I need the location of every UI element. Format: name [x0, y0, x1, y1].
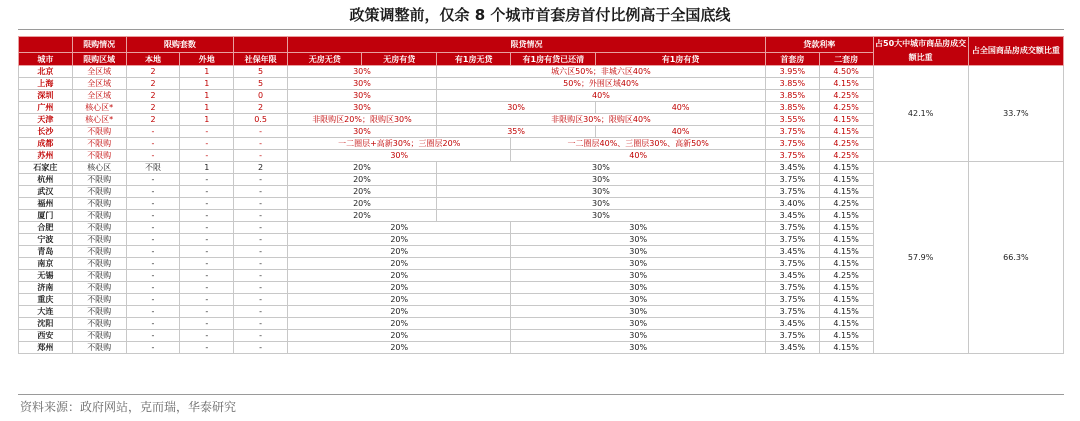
- downpay-first-cell: 20%: [287, 270, 510, 282]
- local-cell: -: [126, 126, 180, 138]
- downpay-second-cell: 30%: [511, 234, 766, 246]
- first-rate-cell: 3.75%: [765, 234, 819, 246]
- limit-area-cell: 全区域: [72, 90, 126, 102]
- limit-area-cell: 不限购: [72, 150, 126, 162]
- downpay-second-cell: 30%: [436, 186, 765, 198]
- header-loan-limit: 限贷情况: [287, 37, 765, 53]
- nonlocal-cell: -: [180, 126, 234, 138]
- group2-share-50: 57.9%: [873, 162, 968, 354]
- nonlocal-cell: -: [180, 282, 234, 294]
- downpay-first-cell: 30%: [287, 150, 510, 162]
- social-security-cell: -: [234, 150, 288, 162]
- first-rate-cell: 3.75%: [765, 330, 819, 342]
- table-row: [19, 66, 1064, 78]
- limit-area-cell: 不限购: [72, 306, 126, 318]
- limit-area-cell: 核心区*: [72, 102, 126, 114]
- city-cell: 天津: [19, 114, 73, 126]
- local-cell: -: [126, 318, 180, 330]
- social-security-cell: -: [234, 342, 288, 354]
- second-rate-cell: 4.25%: [819, 270, 873, 282]
- second-rate-cell: 4.15%: [819, 210, 873, 222]
- local-cell: 2: [126, 66, 180, 78]
- limit-area-cell: 不限购: [72, 246, 126, 258]
- first-rate-cell: 3.85%: [765, 90, 819, 102]
- second-rate-cell: 4.15%: [819, 294, 873, 306]
- downpay-second-a-cell: 35%: [436, 126, 595, 138]
- downpay-first-cell: 20%: [287, 222, 510, 234]
- limit-area-cell: 不限购: [72, 282, 126, 294]
- social-security-cell: -: [234, 174, 288, 186]
- downpay-second-cell: 30%: [511, 270, 766, 282]
- second-rate-cell: 4.25%: [819, 102, 873, 114]
- downpay-second-a-cell: 30%: [436, 102, 595, 114]
- header-one-house-loan: 有1房有贷: [596, 53, 766, 66]
- local-cell: -: [126, 210, 180, 222]
- city-cell: 郑州: [19, 342, 73, 354]
- table-row: [19, 162, 1064, 174]
- social-security-cell: -: [234, 282, 288, 294]
- downpay-first-cell: 非限购区20%；限购区30%: [287, 114, 436, 126]
- nonlocal-cell: -: [180, 318, 234, 330]
- second-rate-cell: 4.15%: [819, 306, 873, 318]
- nonlocal-cell: -: [180, 330, 234, 342]
- local-cell: -: [126, 174, 180, 186]
- city-cell: 福州: [19, 198, 73, 210]
- title-divider: [18, 29, 1064, 30]
- downpay-second-b-cell: 40%: [596, 126, 766, 138]
- downpay-first-cell: 20%: [287, 258, 510, 270]
- downpay-first-cell: 20%: [287, 198, 436, 210]
- social-security-cell: -: [234, 126, 288, 138]
- downpay-second-cell: 一二圈层40%、三圈层30%、高新50%: [511, 138, 766, 150]
- limit-area-cell: 不限购: [72, 330, 126, 342]
- downpay-second-cell: 30%: [436, 174, 765, 186]
- nonlocal-cell: -: [180, 246, 234, 258]
- city-cell: 武汉: [19, 186, 73, 198]
- downpay-second-cell: 50%；外围区域40%: [436, 78, 765, 90]
- downpay-first-cell: 30%: [287, 126, 436, 138]
- city-cell: 上海: [19, 78, 73, 90]
- social-security-cell: 0.5: [234, 114, 288, 126]
- nonlocal-cell: -: [180, 198, 234, 210]
- local-cell: 不限: [126, 162, 180, 174]
- limit-area-cell: 核心区*: [72, 114, 126, 126]
- header-share-50: 占50大中城市商品房成交额比重: [873, 37, 968, 66]
- header-first-home-rate: 首套房: [765, 53, 819, 66]
- downpay-first-cell: 20%: [287, 282, 510, 294]
- city-cell: 青岛: [19, 246, 73, 258]
- first-rate-cell: 3.75%: [765, 126, 819, 138]
- city-cell: 杭州: [19, 174, 73, 186]
- nonlocal-cell: -: [180, 222, 234, 234]
- limit-area-cell: 不限购: [72, 210, 126, 222]
- city-cell: 广州: [19, 102, 73, 114]
- social-security-cell: -: [234, 318, 288, 330]
- downpay-first-cell: 20%: [287, 174, 436, 186]
- city-cell: 大连: [19, 306, 73, 318]
- city-cell: 南京: [19, 258, 73, 270]
- downpay-first-cell: 20%: [287, 294, 510, 306]
- group2-share-national: 66.3%: [968, 162, 1063, 354]
- second-rate-cell: 4.15%: [819, 330, 873, 342]
- local-cell: -: [126, 330, 180, 342]
- limit-area-cell: 不限购: [72, 234, 126, 246]
- first-rate-cell: 3.85%: [765, 78, 819, 90]
- downpay-second-cell: 30%: [511, 330, 766, 342]
- downpay-second-cell: 30%: [436, 210, 765, 222]
- local-cell: -: [126, 282, 180, 294]
- first-rate-cell: 3.75%: [765, 150, 819, 162]
- group1-share-50: 42.1%: [873, 66, 968, 162]
- header-one-house-loan-paid: 有1房有贷已还清: [511, 53, 596, 66]
- header-no-house-loan: 无房有贷: [362, 53, 436, 66]
- local-cell: -: [126, 186, 180, 198]
- first-rate-cell: 3.75%: [765, 174, 819, 186]
- first-rate-cell: 3.45%: [765, 246, 819, 258]
- local-cell: -: [126, 294, 180, 306]
- city-cell: 厦门: [19, 210, 73, 222]
- city-cell: 苏州: [19, 150, 73, 162]
- downpay-second-b-cell: 40%: [596, 102, 766, 114]
- local-cell: -: [126, 234, 180, 246]
- social-security-cell: 2: [234, 162, 288, 174]
- city-cell: 北京: [19, 66, 73, 78]
- downpay-first-cell: 20%: [287, 246, 510, 258]
- first-rate-cell: 3.45%: [765, 162, 819, 174]
- downpay-first-cell: 20%: [287, 318, 510, 330]
- header-second-home-rate: 二套房: [819, 53, 873, 66]
- header-loan-rate: 贷款利率: [765, 37, 873, 53]
- downpay-first-cell: 30%: [287, 90, 436, 102]
- downpay-second-cell: 30%: [511, 282, 766, 294]
- downpay-first-cell: 30%: [287, 66, 436, 78]
- nonlocal-cell: -: [180, 210, 234, 222]
- local-cell: -: [126, 306, 180, 318]
- downpay-second-cell: 30%: [511, 258, 766, 270]
- social-security-cell: -: [234, 270, 288, 282]
- downpay-first-cell: 20%: [287, 162, 436, 174]
- nonlocal-cell: 1: [180, 102, 234, 114]
- nonlocal-cell: -: [180, 150, 234, 162]
- first-rate-cell: 3.75%: [765, 258, 819, 270]
- limit-area-cell: 不限购: [72, 198, 126, 210]
- nonlocal-cell: 1: [180, 90, 234, 102]
- limit-area-cell: 不限购: [72, 318, 126, 330]
- header-local: 本地: [126, 53, 180, 66]
- downpay-second-cell: 30%: [511, 222, 766, 234]
- first-rate-cell: 3.45%: [765, 342, 819, 354]
- social-security-cell: -: [234, 306, 288, 318]
- downpay-first-cell: 30%: [287, 78, 436, 90]
- limit-area-cell: 核心区: [72, 162, 126, 174]
- city-cell: 宁波: [19, 234, 73, 246]
- social-security-cell: 5: [234, 78, 288, 90]
- limit-area-cell: 不限购: [72, 294, 126, 306]
- nonlocal-cell: 1: [180, 114, 234, 126]
- social-security-cell: -: [234, 138, 288, 150]
- social-security-cell: -: [234, 186, 288, 198]
- limit-area-cell: 不限购: [72, 126, 126, 138]
- city-cell: 石家庄: [19, 162, 73, 174]
- downpay-first-cell: 20%: [287, 210, 436, 222]
- first-rate-cell: 3.75%: [765, 138, 819, 150]
- limit-area-cell: 不限购: [72, 186, 126, 198]
- downpay-second-cell: 40%: [436, 90, 765, 102]
- nonlocal-cell: -: [180, 342, 234, 354]
- local-cell: -: [126, 246, 180, 258]
- downpay-second-cell: 城六区50%；非城六区40%: [436, 66, 765, 78]
- city-cell: 深圳: [19, 90, 73, 102]
- first-rate-cell: 3.75%: [765, 306, 819, 318]
- city-cell: 济南: [19, 282, 73, 294]
- first-rate-cell: 3.95%: [765, 66, 819, 78]
- policy-table: [18, 36, 1064, 354]
- local-cell: -: [126, 138, 180, 150]
- limit-area-cell: 不限购: [72, 258, 126, 270]
- downpay-first-cell: 20%: [287, 306, 510, 318]
- downpay-first-cell: 一二圈层+高新30%；三圈层20%: [287, 138, 510, 150]
- local-cell: -: [126, 342, 180, 354]
- downpay-first-cell: 20%: [287, 330, 510, 342]
- downpay-first-cell: 20%: [287, 186, 436, 198]
- second-rate-cell: 4.15%: [819, 78, 873, 90]
- social-security-cell: -: [234, 246, 288, 258]
- social-security-cell: 5: [234, 66, 288, 78]
- downpay-second-cell: 30%: [511, 306, 766, 318]
- social-security-cell: 2: [234, 102, 288, 114]
- social-security-cell: -: [234, 234, 288, 246]
- nonlocal-cell: -: [180, 174, 234, 186]
- second-rate-cell: 4.25%: [819, 90, 873, 102]
- city-cell: 沈阳: [19, 318, 73, 330]
- header-no-house-no-loan: 无房无贷: [287, 53, 361, 66]
- downpay-second-cell: 30%: [436, 162, 765, 174]
- social-security-cell: -: [234, 294, 288, 306]
- city-cell: 长沙: [19, 126, 73, 138]
- local-cell: -: [126, 150, 180, 162]
- limit-area-cell: 全区域: [72, 78, 126, 90]
- nonlocal-cell: 1: [180, 66, 234, 78]
- nonlocal-cell: -: [180, 186, 234, 198]
- limit-area-cell: 不限购: [72, 270, 126, 282]
- header-city: 城市: [19, 53, 73, 66]
- second-rate-cell: 4.15%: [819, 114, 873, 126]
- header-row-top: [19, 37, 1064, 53]
- first-rate-cell: 3.85%: [765, 102, 819, 114]
- second-rate-cell: 4.25%: [819, 198, 873, 210]
- local-cell: 2: [126, 114, 180, 126]
- header-purchase-limit: 限购情况: [72, 37, 126, 53]
- footer-divider: [18, 394, 1064, 395]
- limit-area-cell: 全区域: [72, 66, 126, 78]
- social-security-cell: -: [234, 330, 288, 342]
- second-rate-cell: 4.15%: [819, 162, 873, 174]
- nonlocal-cell: -: [180, 258, 234, 270]
- header-share-national: 占全国商品房成交额比重: [968, 37, 1063, 66]
- local-cell: -: [126, 270, 180, 282]
- source-note: 资料来源：政府网站，克而瑞，华泰研究: [20, 400, 237, 414]
- city-cell: 成都: [19, 138, 73, 150]
- second-rate-cell: 4.15%: [819, 258, 873, 270]
- downpay-first-cell: 20%: [287, 234, 510, 246]
- second-rate-cell: 4.15%: [819, 126, 873, 138]
- nonlocal-cell: -: [180, 138, 234, 150]
- first-rate-cell: 3.45%: [765, 270, 819, 282]
- downpay-first-cell: 20%: [287, 342, 510, 354]
- second-rate-cell: 4.50%: [819, 66, 873, 78]
- first-rate-cell: 3.40%: [765, 198, 819, 210]
- first-rate-cell: 3.75%: [765, 222, 819, 234]
- downpay-second-cell: 30%: [511, 318, 766, 330]
- header-limit-area: 限购区域: [72, 53, 126, 66]
- second-rate-cell: 4.25%: [819, 150, 873, 162]
- social-security-cell: 0: [234, 90, 288, 102]
- first-rate-cell: 3.75%: [765, 186, 819, 198]
- header-one-house-no-loan: 有1房无贷: [436, 53, 510, 66]
- local-cell: 2: [126, 78, 180, 90]
- second-rate-cell: 4.15%: [819, 234, 873, 246]
- header-nonlocal: 外地: [180, 53, 234, 66]
- group1-share-national: 33.7%: [968, 66, 1063, 162]
- limit-area-cell: 不限购: [72, 222, 126, 234]
- nonlocal-cell: 1: [180, 78, 234, 90]
- first-rate-cell: 3.45%: [765, 318, 819, 330]
- second-rate-cell: 4.15%: [819, 222, 873, 234]
- downpay-first-cell: 30%: [287, 102, 436, 114]
- header-blank-2: [234, 37, 288, 53]
- downpay-second-cell: 30%: [511, 246, 766, 258]
- second-rate-cell: 4.15%: [819, 174, 873, 186]
- downpay-second-cell: 30%: [511, 294, 766, 306]
- city-cell: 重庆: [19, 294, 73, 306]
- social-security-cell: -: [234, 198, 288, 210]
- limit-area-cell: 不限购: [72, 138, 126, 150]
- header-social-security: 社保年限: [234, 53, 288, 66]
- second-rate-cell: 4.15%: [819, 318, 873, 330]
- limit-area-cell: 不限购: [72, 342, 126, 354]
- social-security-cell: -: [234, 210, 288, 222]
- downpay-second-cell: 30%: [511, 342, 766, 354]
- nonlocal-cell: -: [180, 234, 234, 246]
- city-cell: 西安: [19, 330, 73, 342]
- first-rate-cell: 3.75%: [765, 294, 819, 306]
- header-purchase-count: 限购套数: [126, 37, 234, 53]
- nonlocal-cell: -: [180, 306, 234, 318]
- limit-area-cell: 不限购: [72, 174, 126, 186]
- downpay-second-cell: 30%: [436, 198, 765, 210]
- first-rate-cell: 3.75%: [765, 282, 819, 294]
- second-rate-cell: 4.15%: [819, 246, 873, 258]
- second-rate-cell: 4.15%: [819, 342, 873, 354]
- local-cell: -: [126, 258, 180, 270]
- nonlocal-cell: -: [180, 294, 234, 306]
- social-security-cell: -: [234, 222, 288, 234]
- nonlocal-cell: -: [180, 270, 234, 282]
- first-rate-cell: 3.55%: [765, 114, 819, 126]
- city-cell: 无锡: [19, 270, 73, 282]
- local-cell: 2: [126, 102, 180, 114]
- nonlocal-cell: 1: [180, 162, 234, 174]
- local-cell: -: [126, 222, 180, 234]
- first-rate-cell: 3.45%: [765, 210, 819, 222]
- page-title: 政策调整前，仅余 8 个城市首套房首付比例高于全国底线: [349, 6, 731, 24]
- second-rate-cell: 4.25%: [819, 138, 873, 150]
- local-cell: -: [126, 198, 180, 210]
- local-cell: 2: [126, 90, 180, 102]
- city-cell: 合肥: [19, 222, 73, 234]
- downpay-second-cell: 40%: [511, 150, 766, 162]
- social-security-cell: -: [234, 258, 288, 270]
- downpay-second-cell: 非限购区30%；限购区40%: [436, 114, 765, 126]
- second-rate-cell: 4.15%: [819, 282, 873, 294]
- header-blank: [19, 37, 73, 53]
- second-rate-cell: 4.15%: [819, 186, 873, 198]
